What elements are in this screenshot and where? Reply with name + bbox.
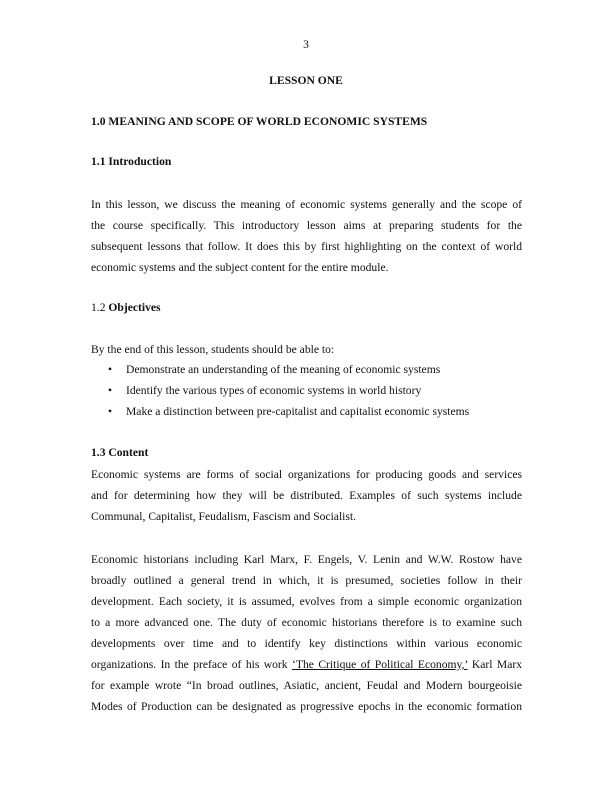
text-line: for example wrote “In broad outlines, Asiatic, ancient, Feudal and Modern bourgeoisie	[91, 679, 522, 692]
text-span: organizations. In the preface of his work	[91, 658, 293, 671]
text-line: developments over time and to identify key distinctions within various economic	[91, 637, 522, 650]
text-line: Modes of Production can be designated as progressive epochs in the economic formation	[91, 700, 522, 713]
text-line: Economic systems are forms of social organizations for producing goods and services	[91, 468, 522, 481]
text-span: Karl Marx	[467, 658, 523, 671]
page-number: 3	[303, 38, 309, 51]
objectives-number: 1.2	[91, 301, 109, 314]
section-heading: 1.0 MEANING AND SCOPE OF WORLD ECONOMIC SYSTEMS	[91, 115, 428, 128]
objectives-label: Objectives	[108, 301, 161, 314]
text-line: In this lesson, we discuss the meaning of economic systems generally and the scope of	[91, 198, 522, 211]
text-line: broadly outlined a general trend in which, it is presumed, societies follow in their	[91, 574, 522, 587]
content-paragraph-1	[91, 464, 522, 527]
bullet-icon: •	[108, 363, 113, 376]
text-line: and for determining how they will be distributed. Examples of such systems include	[91, 489, 522, 502]
text-line	[91, 654, 522, 675]
list-item-text: Identify the various types of economic systems in world history	[126, 384, 422, 397]
text-line: to a more advanced one. The duty of economic historians therefore is to examine such	[91, 616, 522, 629]
list-item	[108, 359, 440, 380]
text-line: the course specifically. This introductory lesson aims at preparing students for the	[91, 219, 522, 232]
list-item-text: Demonstrate an understanding of the meaning of economic systems	[126, 363, 441, 376]
introduction-paragraph	[91, 194, 522, 278]
list-item-text: Make a distinction between pre-capitalist and capitalist economic systems	[126, 405, 470, 418]
text-line: subsequent lessons that follow. It does this by first highlighting on the context of world	[91, 240, 522, 253]
list-item	[108, 380, 421, 401]
text-line: development. Each society, it is assumed, evolves from a simple economic organization	[91, 595, 522, 608]
text-line: Communal, Capitalist, Feudalism, Fascism and Socialist.	[91, 510, 357, 523]
content-paragraph-2	[91, 549, 522, 717]
lesson-title: LESSON ONE	[269, 74, 343, 87]
content-heading: 1.3 Content	[91, 446, 149, 459]
list-item	[108, 401, 469, 422]
text-line: economic systems and the subject content for the entire module.	[91, 261, 389, 274]
objectives-intro: By the end of this lesson, students should be able to:	[91, 343, 335, 356]
objectives-heading	[91, 297, 522, 318]
text-line: Economic historians including Karl Marx, F. Engels, V. Lenin and W.W. Rostow have	[91, 553, 522, 566]
work-title: ‘The Critique of Political Economy,’	[292, 658, 468, 671]
introduction-heading: 1.1 Introduction	[91, 155, 172, 168]
bullet-icon: •	[108, 405, 113, 418]
bullet-icon: •	[108, 384, 113, 397]
